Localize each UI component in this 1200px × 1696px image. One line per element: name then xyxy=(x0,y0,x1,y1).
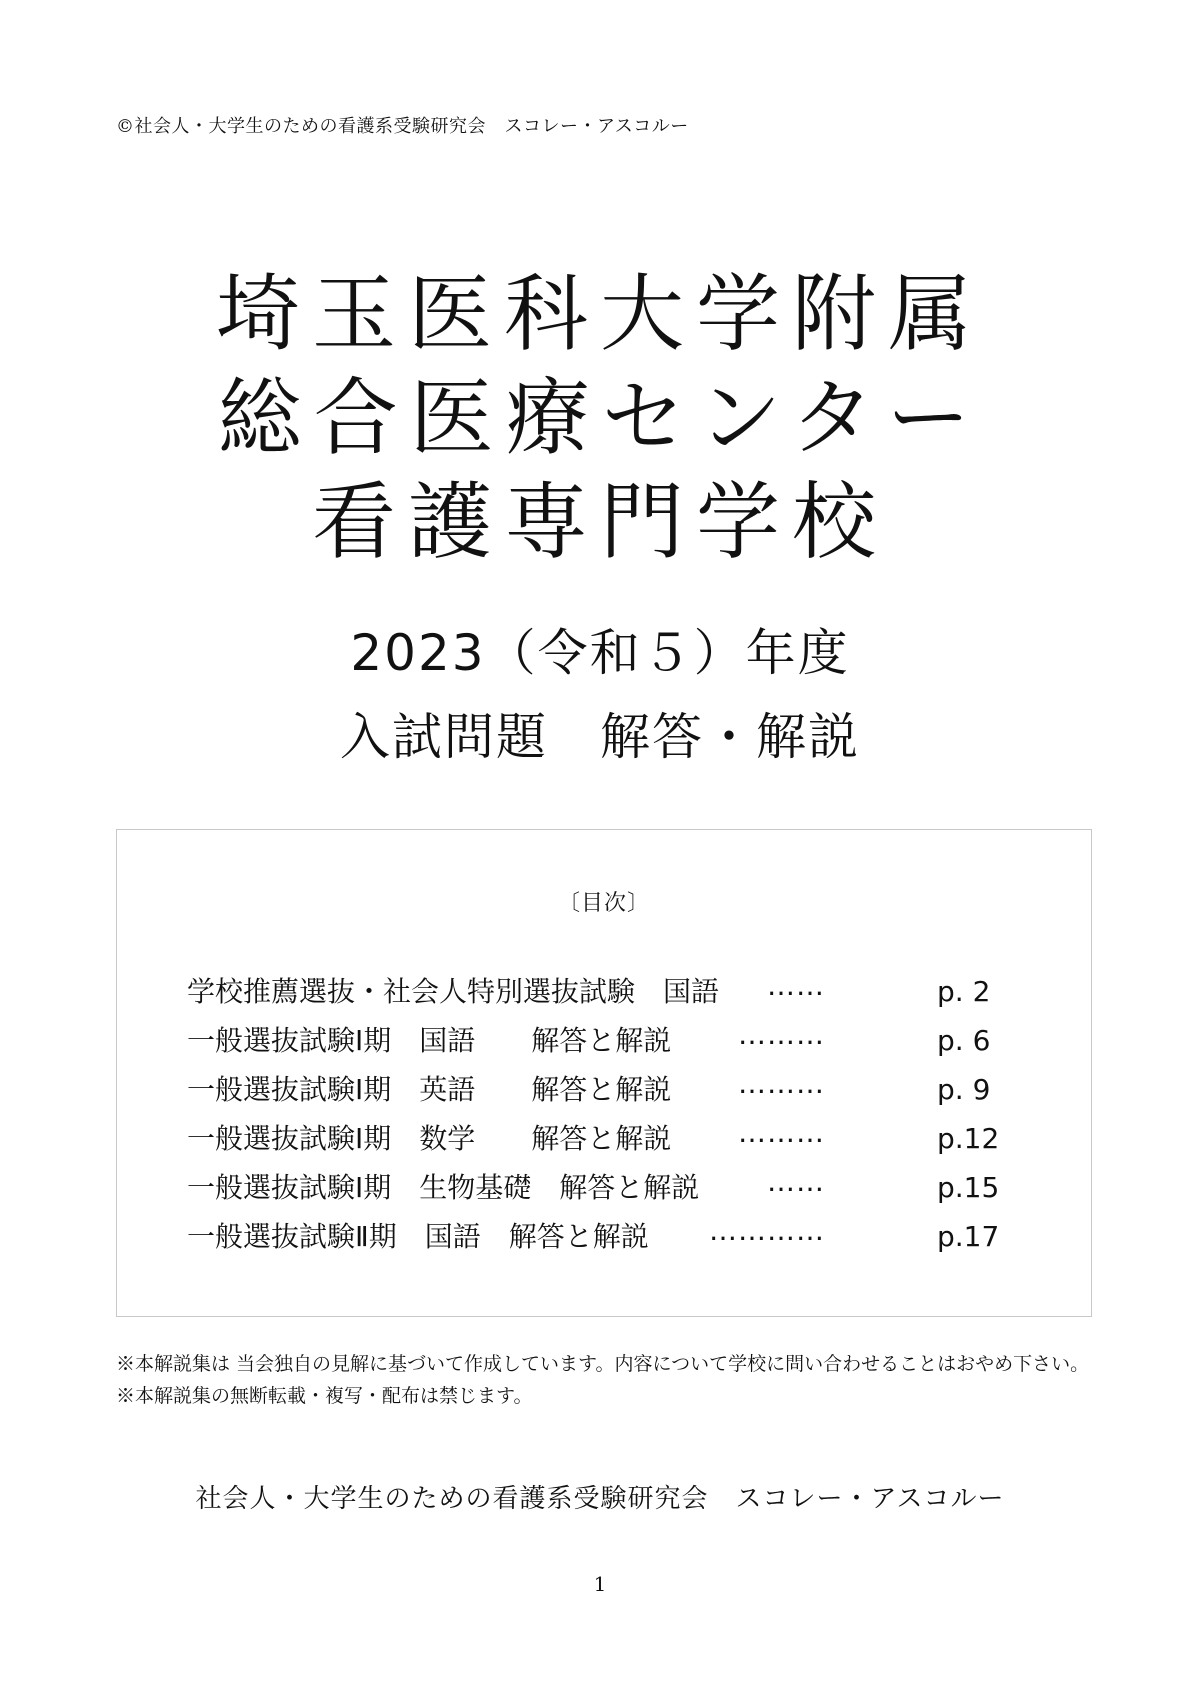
document-subtitle: 入試問題 解答・解説 xyxy=(340,708,860,766)
toc-item-page: p. 2 xyxy=(937,975,991,1008)
toc-item-title: 学校推薦選抜・社会人特別選抜試験 国語 xyxy=(187,975,720,1008)
document-title xyxy=(0,262,1200,574)
academic-year: 2023（令和５）年度 xyxy=(350,624,850,682)
toc-item-leader: …… xyxy=(767,969,825,1002)
toc-heading: 〔目次〕 xyxy=(557,891,650,916)
toc-item-leader: ……… xyxy=(738,1116,825,1149)
toc-item-page: p. 9 xyxy=(937,1073,991,1106)
toc-item-title: 一般選抜試験Ⅱ期 国語 解答と解説 xyxy=(187,1220,649,1253)
toc-item-leader: ……… xyxy=(738,1067,825,1100)
toc-item-title: 一般選抜試験Ⅰ期 英語 解答と解説 xyxy=(187,1073,672,1106)
toc-item-title: 一般選抜試験Ⅰ期 数学 解答と解説 xyxy=(187,1122,672,1155)
toc-item-leader: …… xyxy=(767,1165,825,1198)
disclaimer-notes xyxy=(116,1348,1096,1412)
toc-item-leader: ……… xyxy=(738,1018,825,1051)
toc-item xyxy=(187,1116,1047,1168)
toc-item-page: p.12 xyxy=(937,1122,1000,1155)
title-line-1: 埼玉医科大学附属 xyxy=(215,265,984,363)
toc-list xyxy=(187,969,1047,1266)
disclaimer-note: ※本解説集は 当会独自の見解に基づいて作成しています。内容について学校に問い合わせることはおやめ下さい。 xyxy=(116,1353,1090,1375)
toc-item xyxy=(187,1067,1047,1119)
copyright-header: ©社会人・大学生のための看護系受験研究会 スコレー・アスコルー xyxy=(116,116,689,137)
toc-item-page: p. 6 xyxy=(937,1024,991,1057)
page-number: 1 xyxy=(593,1572,607,1596)
table-of-contents xyxy=(116,829,1092,1317)
copyright-note: ※本解説集の無断転載・複写・配布は禁じます。 xyxy=(116,1385,533,1407)
toc-item-leader: ………… xyxy=(709,1214,825,1247)
toc-item xyxy=(187,1165,1047,1217)
toc-item-page: p.15 xyxy=(937,1171,1000,1204)
toc-item-page: p.17 xyxy=(937,1220,1000,1253)
toc-item xyxy=(187,1018,1047,1070)
toc-item xyxy=(187,1214,1047,1266)
toc-item-title: 一般選抜試験Ⅰ期 国語 解答と解説 xyxy=(187,1024,672,1057)
organization-name: 社会人・大学生のための看護系受験研究会 スコレー・アスコルー xyxy=(195,1484,1005,1514)
title-line-3: 看護専門学校 xyxy=(311,473,888,571)
toc-item xyxy=(187,969,1047,1021)
title-line-2: 総合医療センター xyxy=(217,369,983,467)
toc-item-title: 一般選抜試験Ⅰ期 生物基礎 解答と解説 xyxy=(187,1171,700,1204)
